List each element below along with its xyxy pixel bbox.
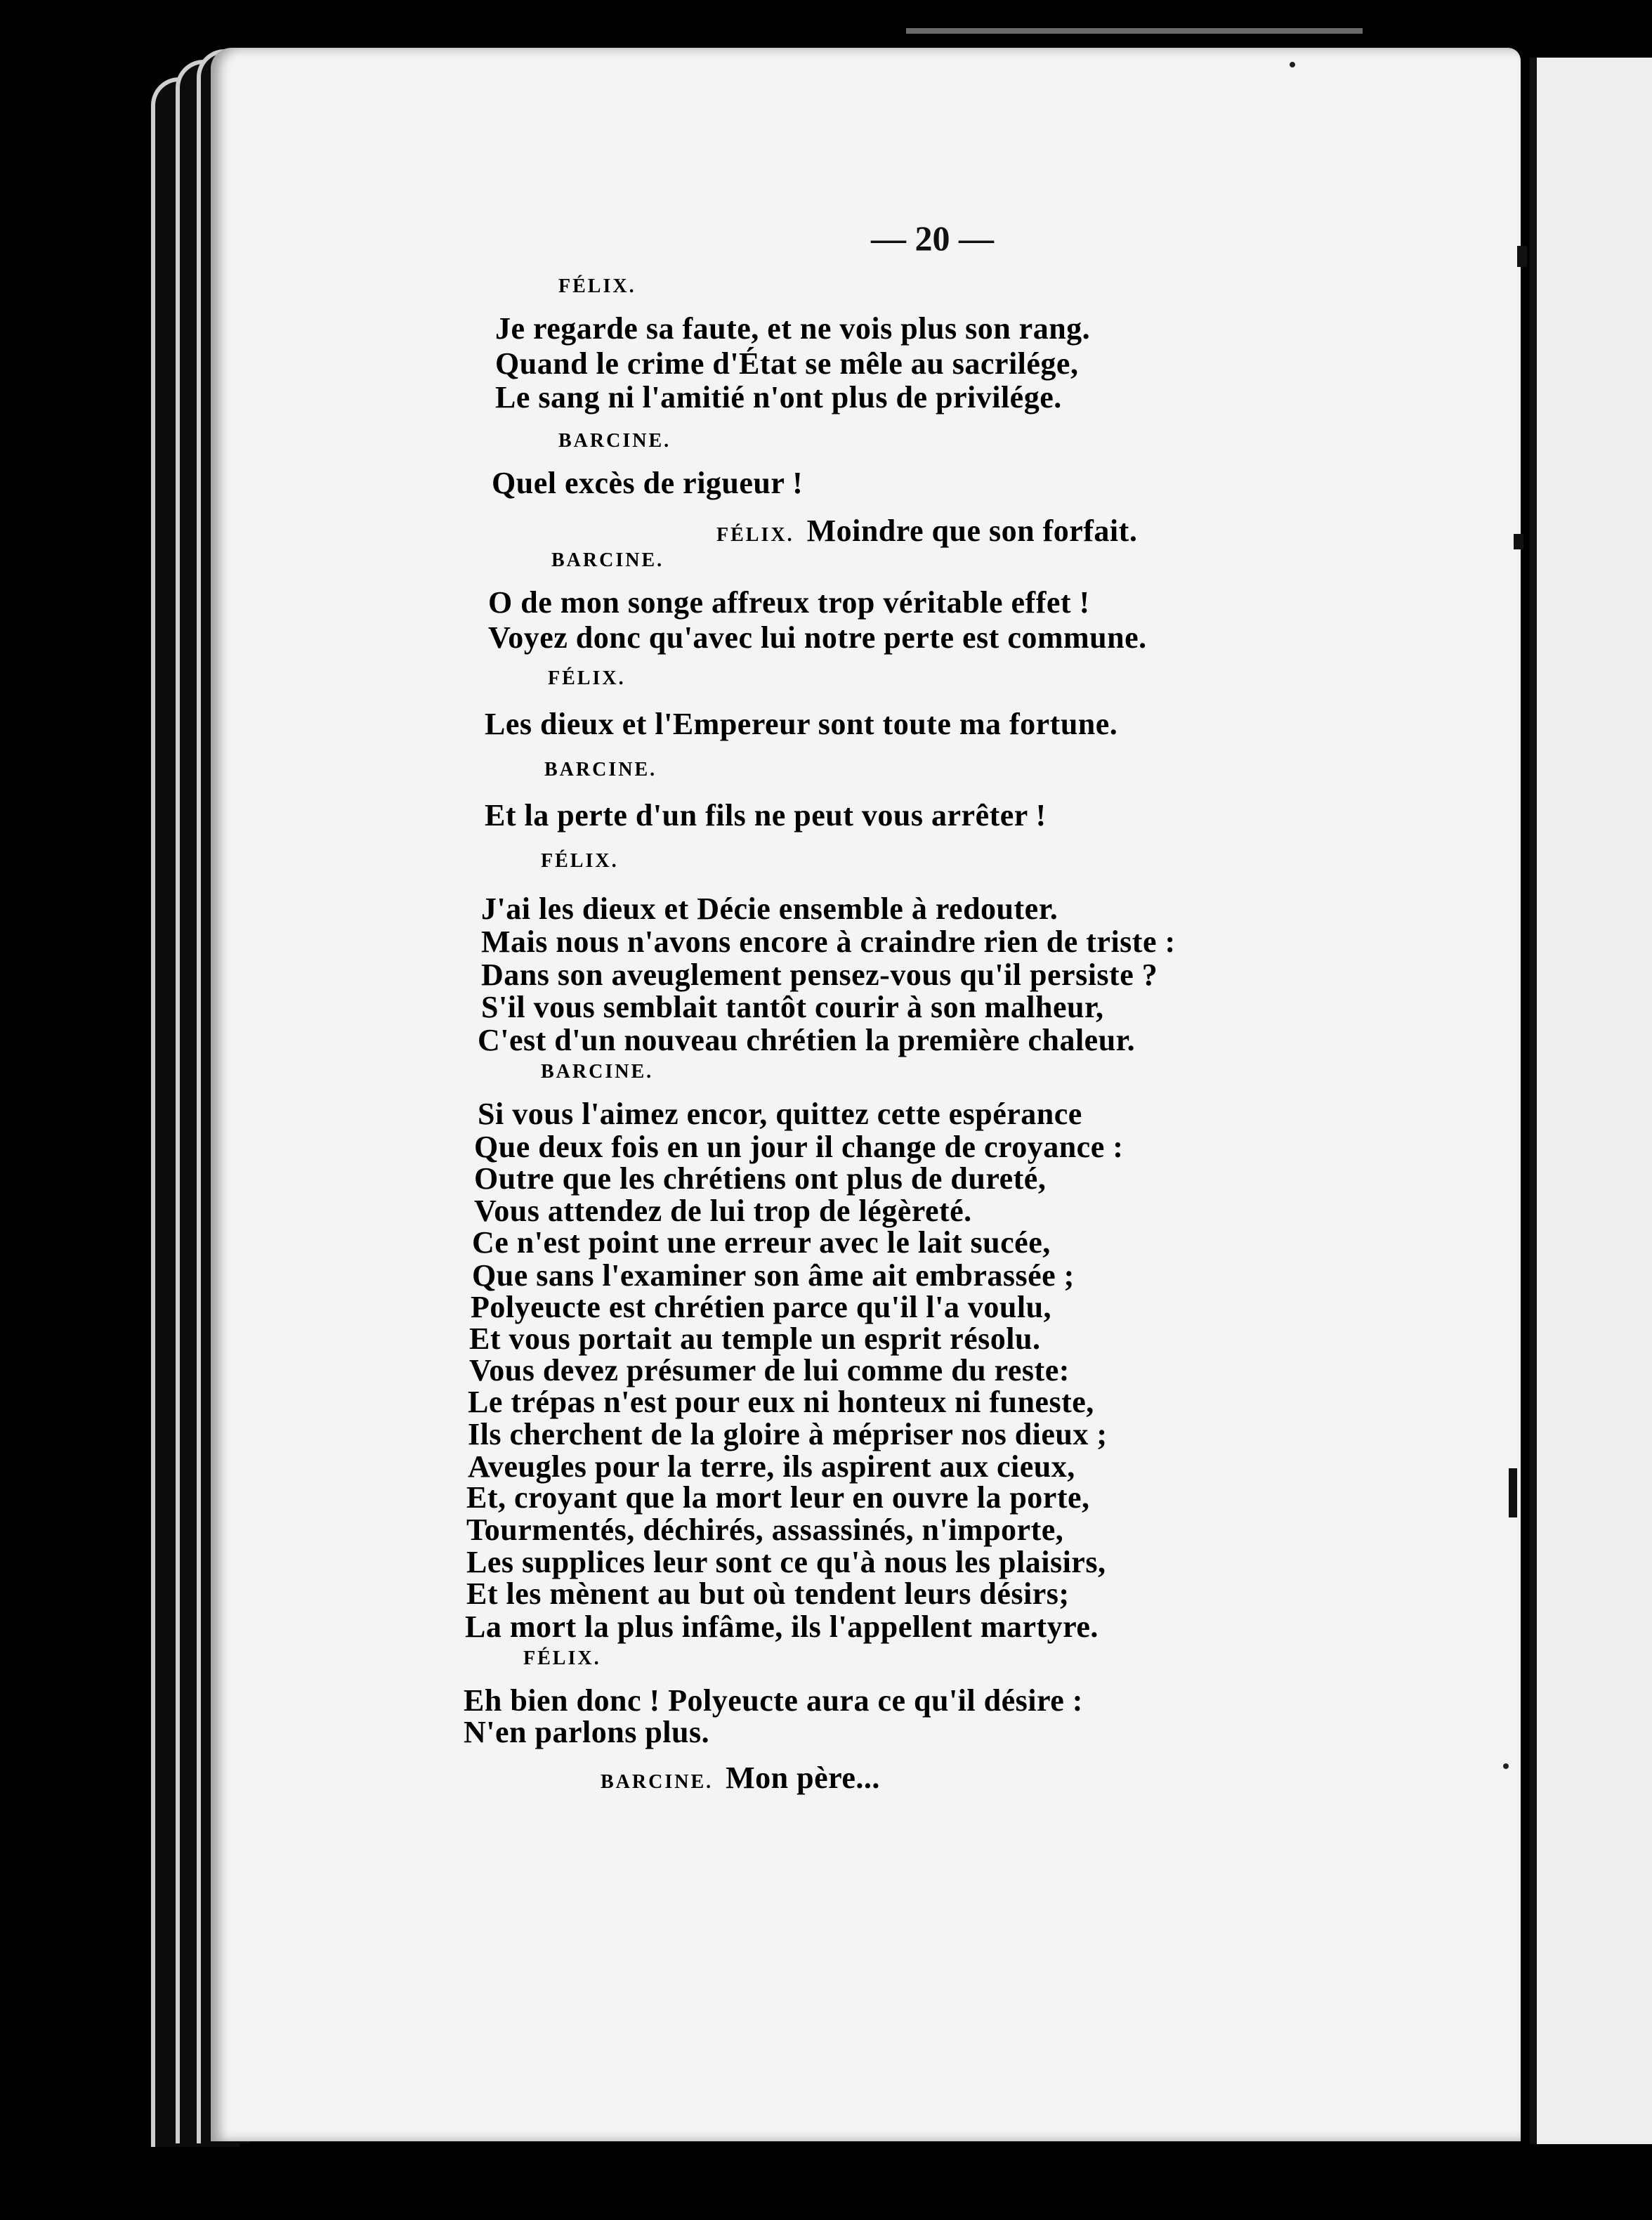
speaker-name: FÉLIX.: [548, 667, 626, 689]
verse-line: Outre que les chrétiens ont plus de dureté,: [474, 1161, 1047, 1196]
verse-line: Quel excès de rigueur !: [492, 466, 804, 500]
verse-line: Les supplices leur sont ce qu'à nous les plaisirs,: [466, 1545, 1106, 1579]
verse-line: J'ai les dieux et Décie ensemble à redouter.: [481, 892, 1058, 926]
verse-line: Et les mènent au but où tendent leurs désirs;: [466, 1576, 1070, 1611]
verse-line: Dans son aveuglement pensez-vous qu'il persiste ?: [481, 958, 1158, 992]
verse-line: Je regarde sa faute, et ne vois plus son rang.: [495, 311, 1091, 346]
speaker-name: FÉLIX.: [716, 524, 794, 546]
speaker-name: BARCINE.: [541, 1061, 654, 1083]
ink-mark: [1514, 534, 1523, 549]
speaker-name: BARCINE.: [558, 430, 671, 452]
verse-line-with-speaker: [716, 513, 1137, 549]
verse-line-with-speaker: [601, 1760, 880, 1796]
verse-line: Quand le crime d'État se mêle au sacrilége,: [495, 346, 1079, 381]
speaker-name: FÉLIX.: [558, 275, 636, 297]
verse-line: Eh bien donc ! Polyeucte aura ce qu'il désire :: [464, 1683, 1083, 1718]
verse-line: Voyez donc qu'avec lui notre perte est commune.: [488, 620, 1147, 655]
speaker-name: FÉLIX.: [523, 1647, 601, 1669]
speaker-name: FÉLIX.: [541, 850, 619, 872]
ink-dot: [1290, 62, 1295, 67]
speaker-name: BARCINE.: [601, 1771, 714, 1793]
verse-line: Vous devez présumer de lui comme du reste:: [469, 1353, 1070, 1388]
speaker-name: BARCINE.: [544, 759, 657, 781]
speaker-name: BARCINE.: [551, 549, 664, 571]
verse-text: Moindre que son forfait.: [806, 514, 1138, 548]
verse-line: Le trépas n'est pour eux ni honteux ni funeste,: [468, 1385, 1094, 1419]
verse-text: Mon père...: [726, 1761, 880, 1795]
page-number: — 20 —: [871, 218, 994, 258]
scan-edge: [906, 28, 1363, 34]
verse-line: La mort la plus infâme, ils l'appellent martyre.: [465, 1610, 1099, 1644]
verse-line: N'en parlons plus.: [464, 1715, 710, 1749]
ink-mark: [1509, 1468, 1517, 1517]
facing-page-edge: [1530, 58, 1652, 2144]
verse-line: C'est d'un nouveau chrétien la première chaleur.: [478, 1023, 1136, 1057]
verse-line: Ils cherchent de la gloire à mépriser nos dieux ;: [468, 1417, 1108, 1451]
verse-line: Tourmentés, déchirés, assassinés, n'importe,: [466, 1513, 1064, 1547]
verse-line: Mais nous n'avons encore à craindre rien de triste :: [481, 925, 1176, 959]
verse-line: Et vous portait au temple un esprit résolu.: [469, 1321, 1041, 1356]
verse-line: Et, croyant que la mort leur en ouvre la porte,: [466, 1480, 1090, 1515]
verse-line: Les dieux et l'Empereur sont toute ma fortune.: [485, 707, 1118, 741]
verse-line: Si vous l'aimez encor, quittez cette espérance: [478, 1097, 1082, 1131]
verse-line: Aveugles pour la terre, ils aspirent aux cieux,: [468, 1449, 1075, 1484]
verse-line: S'il vous semblait tantôt courir à son malheur,: [481, 990, 1104, 1024]
verse-line: Le sang ni l'amitié n'ont plus de privilége.: [495, 380, 1062, 414]
verse-line: Polyeucte est chrétien parce qu'il l'a voulu,: [471, 1290, 1052, 1324]
ink-mark: [1517, 246, 1527, 267]
verse-line: Que sans l'examiner son âme ait embrassée ;: [472, 1258, 1075, 1293]
verse-line: Ce n'est point une erreur avec le lait sucée,: [472, 1225, 1051, 1260]
verse-line: Que deux fois en un jour il change de croyance :: [474, 1130, 1124, 1164]
verse-line: Et la perte d'un fils ne peut vous arrêter !: [485, 798, 1047, 832]
verse-line: O de mon songe affreux trop véritable effet !: [488, 585, 1090, 620]
verse-line: Vous attendez de lui trop de légèreté.: [474, 1194, 972, 1228]
ink-dot: [1503, 1763, 1509, 1769]
